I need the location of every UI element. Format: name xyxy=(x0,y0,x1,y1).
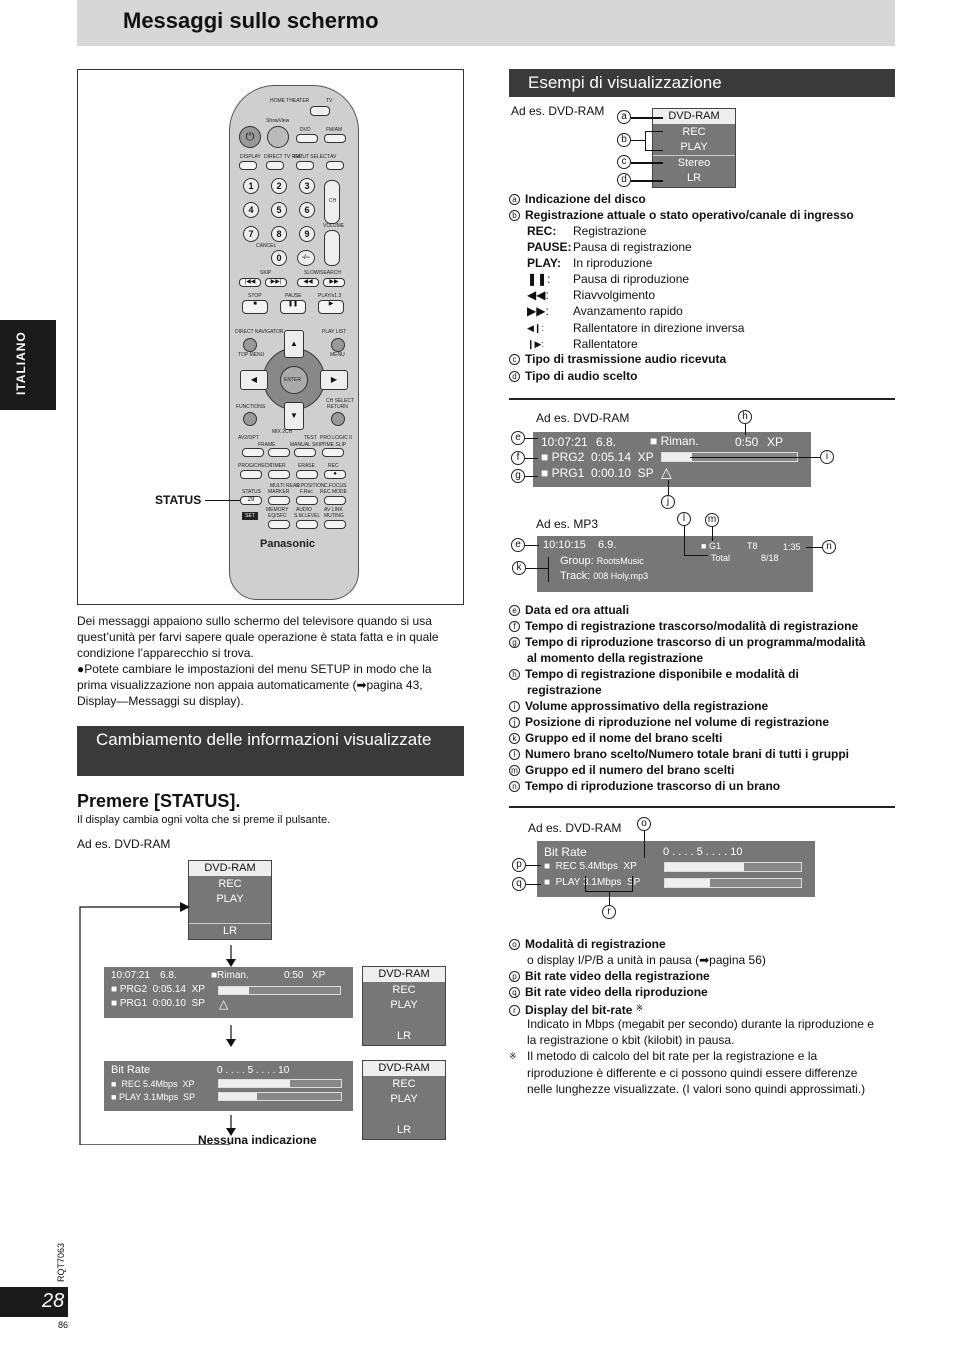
skip-forward-button[interactable]: ▶▶| xyxy=(265,278,287,287)
marker-line xyxy=(526,865,541,866)
remote-label: PRO LOGIC II xyxy=(320,435,352,441)
fm-am-button[interactable] xyxy=(324,134,346,143)
playback-position-icon: △ xyxy=(661,464,672,480)
osd-bitrate-label: Bit Rate xyxy=(544,845,587,859)
example-3-label: Ad es. MP3 xyxy=(536,517,599,531)
osd-disc-name: DVD-RAM xyxy=(363,967,445,982)
marker-l: l xyxy=(677,512,691,526)
intro-paragraph: Dei messaggi appaiono sullo schermo del televisore quando si usa quest’unità per farvi sapere quale operazione è stata fatta e in quale condizione l’apparecchio si trova. xyxy=(77,614,439,660)
osd-play-rate-fill xyxy=(665,879,710,887)
display-button[interactable] xyxy=(239,161,257,170)
osd-play: PLAY xyxy=(216,893,244,905)
legend-n: n Tempo di riproduzione trascorso di un brano xyxy=(509,778,780,794)
example-3-osd xyxy=(537,536,813,592)
marker-line xyxy=(631,180,663,182)
remote-label: CH xyxy=(329,198,337,204)
legend-r-cont: Indicato in Mbps (megabit per secondo) durante la riproduzione e xyxy=(527,1017,874,1031)
marker-o: o xyxy=(637,817,651,831)
no-indication-label: Nessuna indicazione xyxy=(198,1133,317,1147)
osd-bitrate-scale: 0 . . . . 5 . . . . 10 xyxy=(663,846,743,858)
digit-8-button[interactable]: 8 xyxy=(271,226,287,242)
flow-arrows xyxy=(70,895,240,1145)
osd-clock: 10:07:21 xyxy=(111,970,150,981)
language-tab-label: ITALIANO xyxy=(14,331,28,395)
osd-play: PLAY xyxy=(390,999,418,1011)
rewind-button[interactable]: ◀◀ xyxy=(297,278,319,287)
skip-back-button[interactable]: |◀◀ xyxy=(239,278,261,287)
digit-5-button[interactable]: 5 xyxy=(271,202,287,218)
arrow-down-icon[interactable]: ▼ xyxy=(284,402,304,430)
remote-label: AV2/OPT xyxy=(238,435,259,441)
rec-mode-button[interactable] xyxy=(324,496,346,505)
osd-prg1: ■ PRG1 0:00.10 SP xyxy=(541,466,654,480)
marker-a: a xyxy=(617,110,631,124)
remote-label: ShowView xyxy=(266,118,290,124)
remote-label: DIRECT TV REC xyxy=(264,154,303,160)
note-mark: ※ xyxy=(509,1051,517,1061)
osd-track-count: 8/18 xyxy=(761,553,779,563)
eq-sfc-button[interactable] xyxy=(268,520,290,529)
example-label: Ad es. DVD-RAM xyxy=(77,837,171,851)
legend-g: g Tempo di riproduzione trascorso di un programma/modalità xyxy=(509,634,865,650)
remote-label: STOP xyxy=(248,293,262,299)
showview-button[interactable] xyxy=(267,126,289,148)
osd-play-time: 1:35 xyxy=(783,542,801,552)
remote-label: STATUS xyxy=(242,489,261,495)
remote-label: DISPLAY xyxy=(240,154,261,160)
osd-prg2: ■ PRG2 0:05.14 XP xyxy=(541,450,654,464)
example-2-osd xyxy=(533,432,811,487)
legend-pause-desc: Pausa di registrazione xyxy=(573,240,692,254)
remote-label: RETURN xyxy=(327,404,348,410)
legend-ff-desc: Avanzamento rapido xyxy=(573,304,683,318)
power-icon[interactable]: ⏻ xyxy=(239,126,261,148)
marker-line xyxy=(526,568,548,569)
status-callout-label: STATUS xyxy=(155,493,202,507)
time-slip-button[interactable] xyxy=(322,448,344,457)
manual-skip-button[interactable] xyxy=(294,448,316,457)
osd-disc-name: DVD-RAM xyxy=(189,861,271,876)
legend-l: l Numero brano scelto/Numero totale brani di tutti i gruppi xyxy=(509,746,849,762)
marker-line xyxy=(684,555,708,556)
example-4-label: Ad es. DVD-RAM xyxy=(528,821,622,835)
remote-label: TIMER xyxy=(270,463,286,469)
osd-lr: LR xyxy=(396,1030,412,1042)
remote-label: MENU xyxy=(330,352,345,358)
osd-remain-label: ■Riman. xyxy=(211,970,249,981)
digit-9-button[interactable]: 9 xyxy=(299,226,315,242)
marker-line xyxy=(645,131,663,132)
legend-rec: REC: xyxy=(527,224,557,238)
marker-k: k xyxy=(512,561,526,575)
playback-position-icon: △ xyxy=(219,997,229,1011)
marker-line xyxy=(684,526,685,555)
functions-button[interactable] xyxy=(243,412,257,426)
remote-label: HOME THEATER xyxy=(270,98,310,104)
tv-switch[interactable] xyxy=(310,106,330,116)
legend-r: r Display del bit-rate ※ xyxy=(509,1000,643,1018)
remote-label: TIME SLIP xyxy=(322,442,347,448)
direct-tv-rec-button[interactable] xyxy=(266,161,284,170)
remote-label: REC xyxy=(328,463,339,469)
page-title: Messaggi sullo schermo xyxy=(123,8,379,33)
marker-line xyxy=(644,831,645,858)
remote-label: SLOW/SEARCH xyxy=(304,270,341,276)
remote-label: DIRECT NAVIGATOR xyxy=(235,329,284,335)
remote-label: PAUSE xyxy=(285,293,302,299)
digit-2-button[interactable]: 2 xyxy=(271,178,287,194)
frame-forward-button[interactable] xyxy=(268,448,290,457)
muting-button[interactable] xyxy=(324,520,346,529)
osd-disc-name: DVD-RAM xyxy=(653,109,735,124)
legend-pause: PAUSE: xyxy=(527,240,572,254)
legend-o-cont: o display I/P/B a unità in pausa (➡pagina 56) xyxy=(527,953,766,967)
play-button[interactable]: ▶ xyxy=(318,300,344,314)
remote-label: TEST xyxy=(304,435,317,441)
example-1-label: Ad es. DVD-RAM xyxy=(511,104,605,118)
volume-rocker[interactable] xyxy=(324,230,340,266)
osd-lr: LR xyxy=(686,172,702,184)
osd-stereo: Stereo xyxy=(653,155,735,171)
marker-q: q xyxy=(512,877,526,891)
legend-d: d Tipo di audio scelto xyxy=(509,368,637,384)
osd-prg1: ■ PRG1 0:00.10 SP xyxy=(111,998,205,1009)
osd-total-label: Total xyxy=(711,553,731,563)
marker-line xyxy=(525,545,539,546)
remote-label: FUNCTIONS xyxy=(236,404,266,410)
osd-remain-value: 0:50 xyxy=(284,970,304,981)
direct-navigator-button[interactable] xyxy=(243,338,257,352)
legend-rec-desc: Registrazione xyxy=(573,224,647,238)
digit-3-button[interactable]: 3 xyxy=(299,178,315,194)
fast-forward-button[interactable]: ▶▶ xyxy=(323,278,345,287)
osd-prg2: ■ PRG2 0:05.14 XP xyxy=(111,984,205,995)
remote-label: ENTER xyxy=(284,377,301,383)
marker-p: p xyxy=(512,858,526,872)
remote-label: MARKER xyxy=(268,489,290,495)
arrow-left-icon[interactable]: ◀ xyxy=(240,370,268,390)
remote-label: MANUAL SKIP xyxy=(290,442,324,448)
flow-arrow-head xyxy=(226,1039,236,1047)
note-text: Il metodo di calcolo del bit rate per la registrazione e la xyxy=(527,1049,818,1063)
erase-button[interactable] xyxy=(296,470,318,479)
digit-1-button[interactable]: 1 xyxy=(243,178,259,194)
remote-label: AV xyxy=(330,154,337,160)
legend-p: p Bit rate video della registrazione xyxy=(509,968,710,984)
flow-arrow-head xyxy=(180,902,190,912)
marker-line xyxy=(806,547,822,548)
remote-label: CH SELECT xyxy=(326,398,355,404)
osd-remain-mode: XP xyxy=(767,435,784,449)
examples-heading: Esempi di visualizzazione xyxy=(509,69,895,97)
osd-rec-rate-fill xyxy=(665,863,744,871)
marker-n: n xyxy=(822,540,836,554)
marker-e: e xyxy=(511,538,525,552)
osd-play-rate: ■ PLAY 3.1Mbps SP xyxy=(544,877,641,888)
remote-label: TOP MENU xyxy=(238,352,265,358)
legend-h: h Tempo di registrazione disponibile e modalità di xyxy=(509,666,799,682)
document-code: RQT7063 xyxy=(56,1242,66,1282)
example-4-osd xyxy=(537,841,815,897)
remote-label: DVD xyxy=(300,127,311,133)
remote-label: PROG/CHECK xyxy=(238,463,272,469)
sw-level-button[interactable] xyxy=(296,520,318,529)
example-2-label: Ad es. DVD-RAM xyxy=(536,411,630,425)
remote-label: INPUT SELECT xyxy=(294,154,330,160)
marker-button[interactable] xyxy=(268,496,290,505)
osd-rec: REC xyxy=(392,984,416,996)
osd-track-number: T8 xyxy=(747,541,758,551)
osd-bitrate-scale: 0 . . . . 5 . . . . 10 xyxy=(217,1065,290,1076)
brand-logo: Panasonic xyxy=(260,538,316,550)
osd-date: 6.9. xyxy=(598,539,617,551)
remote-label: TV xyxy=(326,98,333,104)
marker-d: d xyxy=(617,173,631,187)
remote-control xyxy=(229,85,359,600)
osd-remain-value: 0:50 xyxy=(735,435,759,449)
osd-clock: 10:07:21 xyxy=(541,435,588,449)
f-rec-button[interactable] xyxy=(296,496,318,505)
marker-line xyxy=(668,480,669,495)
press-status-heading: Premere [STATUS]. xyxy=(77,791,241,811)
legend-f: f Tempo di registrazione trascorso/modalità di registrazione xyxy=(509,618,858,634)
play-list-button[interactable] xyxy=(331,338,345,352)
marker-c: c xyxy=(617,155,631,169)
marker-line xyxy=(525,458,538,459)
marker-line xyxy=(609,892,610,905)
osd-disc-name: DVD-RAM xyxy=(363,1061,445,1076)
legend-rewind-desc: Riavvolgimento xyxy=(573,288,656,302)
marker-h: h xyxy=(738,410,752,424)
remote-label: EQ/SFC xyxy=(268,513,287,519)
section-divider xyxy=(509,398,895,400)
change-section-heading: Cambiamento delle informazioni visualizzate xyxy=(77,726,464,776)
marker-j: j xyxy=(661,495,675,509)
remote-label: PLAY LIST xyxy=(322,329,347,335)
legend-q: q Bit rate video della riproduzione xyxy=(509,984,708,1000)
remote-label: AV LINK xyxy=(324,507,343,513)
osd-rec-rate: ■ REC 5.4Mbps XP xyxy=(544,861,637,872)
osd-rec: REC xyxy=(682,126,706,138)
osd-rec: REC xyxy=(218,878,242,890)
legend-o: o Modalità di registrazione xyxy=(509,936,666,952)
legend-r-cont: la registrazione o kbit (kilobit) in pausa. xyxy=(527,1033,735,1047)
legend-c: c Tipo di trasmissione audio ricevuta xyxy=(509,351,726,367)
osd-rec-rate-bar xyxy=(664,862,802,872)
legend-pause-play-desc: Pausa di riproduzione xyxy=(573,272,690,286)
remote-label: REC MODE xyxy=(320,489,347,495)
remote-label: PLAY/x1.3 xyxy=(318,293,342,299)
status-button[interactable]: 29 xyxy=(240,496,262,505)
legend-play: PLAY: xyxy=(527,256,562,270)
marker-line xyxy=(645,150,663,151)
digit-4-button[interactable]: 4 xyxy=(243,202,259,218)
section-divider xyxy=(509,806,895,808)
language-tab xyxy=(0,320,56,410)
marker-line xyxy=(631,140,645,141)
legend-slow-desc: Rallentatore xyxy=(573,337,638,351)
marker-line xyxy=(631,117,663,119)
remote-label: ERASE xyxy=(298,463,315,469)
rewind-icon: ◀◀: xyxy=(527,288,549,302)
osd-disc-panel-3 xyxy=(362,1060,446,1140)
legend-slow-reverse-desc: Rallentatore in direzione inversa xyxy=(573,321,745,335)
remote-label: SKIP xyxy=(260,270,272,276)
legend-b: b Registrazione attuale o stato operativo/canale di ingresso xyxy=(509,207,854,223)
frame-back-button[interactable] xyxy=(242,448,264,457)
example-1-osd xyxy=(652,108,736,188)
return-button[interactable] xyxy=(331,412,345,426)
legend-a: a Indicazione del disco xyxy=(509,191,646,207)
slow-reverse-icon: ◀❙: xyxy=(527,323,544,333)
note-text: nelle lunghezze visualizzate. (I valori sono quindi approssimati.) xyxy=(527,1082,866,1096)
osd-clock: 10:10:15 xyxy=(543,539,586,551)
osd-date: 6.8. xyxy=(596,435,617,449)
status-callout-line xyxy=(205,500,240,501)
legend-k: k Gruppo ed il nome del brano scelti xyxy=(509,730,722,746)
remote-label: C.FOCUS xyxy=(324,483,347,489)
legend-h-cont: registrazione xyxy=(527,683,602,697)
marker-m: m xyxy=(705,513,719,527)
legend-g-cont: al momento della registrazione xyxy=(527,651,704,665)
bitrate-bracket xyxy=(585,876,633,892)
page-number: 28 xyxy=(42,1290,65,1312)
dvd-button[interactable] xyxy=(296,134,318,143)
pause-icon: ❚❚: xyxy=(527,272,551,286)
marker-line xyxy=(645,131,646,150)
flow-loop-line xyxy=(80,907,230,1145)
flow-arrow-head xyxy=(226,959,236,967)
digit-dash-button[interactable]: -/-- xyxy=(297,250,315,266)
marker-line xyxy=(631,162,663,164)
prog-check-button[interactable] xyxy=(240,470,262,479)
osd-disc-panel-2 xyxy=(362,966,446,1046)
slow-forward-icon: ❙▶: xyxy=(527,339,544,349)
marker-g: g xyxy=(511,469,525,483)
remote-label: MEMORY xyxy=(266,507,289,513)
osd-group-number: ■ G1 xyxy=(701,541,721,551)
osd-rec-rate: ■ REC 5.4Mbps XP xyxy=(111,1079,195,1089)
timer-button[interactable] xyxy=(268,470,290,479)
remote-label: MUTING xyxy=(324,513,344,519)
osd-play: PLAY xyxy=(390,1093,418,1105)
remote-label: CANCEL xyxy=(256,243,277,249)
arrow-up-icon[interactable]: ▲ xyxy=(284,330,304,358)
osd-date: 6.8. xyxy=(160,970,177,981)
note-text: riproduzione è differente e ci possono quindi essere differenze xyxy=(527,1066,858,1080)
intro-bullet: ●Potete cambiare le impostazioni del menu SETUP in modo che la prima visualizzazione non appaia automaticamente (➡pagina 43, Display—Messaggi su display). xyxy=(77,662,432,708)
marker-line xyxy=(690,457,820,458)
press-status-note: Il display cambia ogni volta che si preme il pulsante. xyxy=(77,814,331,826)
remote-label: S.W.LEVEL xyxy=(294,513,321,519)
marker-b: b xyxy=(617,133,631,147)
marker-e: e xyxy=(511,431,525,445)
marker-line xyxy=(712,527,713,541)
osd-play-rate: ■ PLAY 3.1Mbps SP xyxy=(111,1092,196,1102)
osd-group: Group: RootsMusic xyxy=(560,555,644,567)
input-select-button[interactable] xyxy=(296,161,314,170)
marker-line xyxy=(745,424,746,435)
osd-bitrate-label: Bit Rate xyxy=(111,1064,151,1076)
stop-button[interactable]: ■ xyxy=(242,300,268,314)
osd-remain-label: ■ Riman. xyxy=(650,434,699,448)
legend-play-desc: In riproduzione xyxy=(573,256,653,270)
marker-line xyxy=(525,476,538,477)
legend-m: m Gruppo ed il numero del brano scelti xyxy=(509,762,734,778)
marker-line xyxy=(526,884,541,885)
legend-e: e Data ed ora attuali xyxy=(509,602,629,618)
fast-forward-icon: ▶▶: xyxy=(527,304,549,318)
marker-i: i xyxy=(820,450,834,464)
osd-lr: LR xyxy=(396,1124,412,1136)
arrow-right-icon[interactable]: ▶ xyxy=(320,370,348,390)
osd-rec: REC xyxy=(392,1078,416,1090)
sub-page-number: 86 xyxy=(58,1320,69,1330)
osd-remain-mode: XP xyxy=(312,970,326,981)
set-button[interactable]: SET xyxy=(242,512,258,520)
osd-track: Track: 008 Holy.mp3 xyxy=(560,570,649,582)
remote-label: FM/AM xyxy=(326,127,343,133)
remote-label: AUDIO xyxy=(296,507,312,513)
marker-line xyxy=(548,557,549,582)
remote-label: MIX 2CH xyxy=(272,429,293,435)
digit-6-button[interactable]: 6 xyxy=(299,202,315,218)
remote-label: FRAME xyxy=(258,442,276,448)
digit-0-button[interactable]: 0 xyxy=(271,250,287,266)
osd-volume-fill xyxy=(662,453,692,461)
osd-play: PLAY xyxy=(680,141,708,153)
legend-j: j Posizione di riproduzione nel volume di registrazione xyxy=(509,714,829,730)
rec-button[interactable]: ● xyxy=(324,470,346,479)
av-button[interactable] xyxy=(326,161,344,170)
marker-line xyxy=(525,438,538,439)
remote-label: MULTI REAR xyxy=(270,483,300,489)
legend-i: i Volume approssimativo della registrazione xyxy=(509,698,768,714)
remote-label: F.Rec xyxy=(300,489,313,495)
osd-lr: LR xyxy=(189,923,271,938)
remote-label: VOLUME xyxy=(323,223,345,229)
remote-label: S.POSITION xyxy=(296,483,325,489)
osd-play-rate-bar xyxy=(664,878,802,888)
pause-button[interactable]: ❚❚ xyxy=(280,300,306,314)
marker-r: r xyxy=(602,905,616,919)
marker-f: f xyxy=(511,451,525,465)
digit-7-button[interactable]: 7 xyxy=(243,226,259,242)
